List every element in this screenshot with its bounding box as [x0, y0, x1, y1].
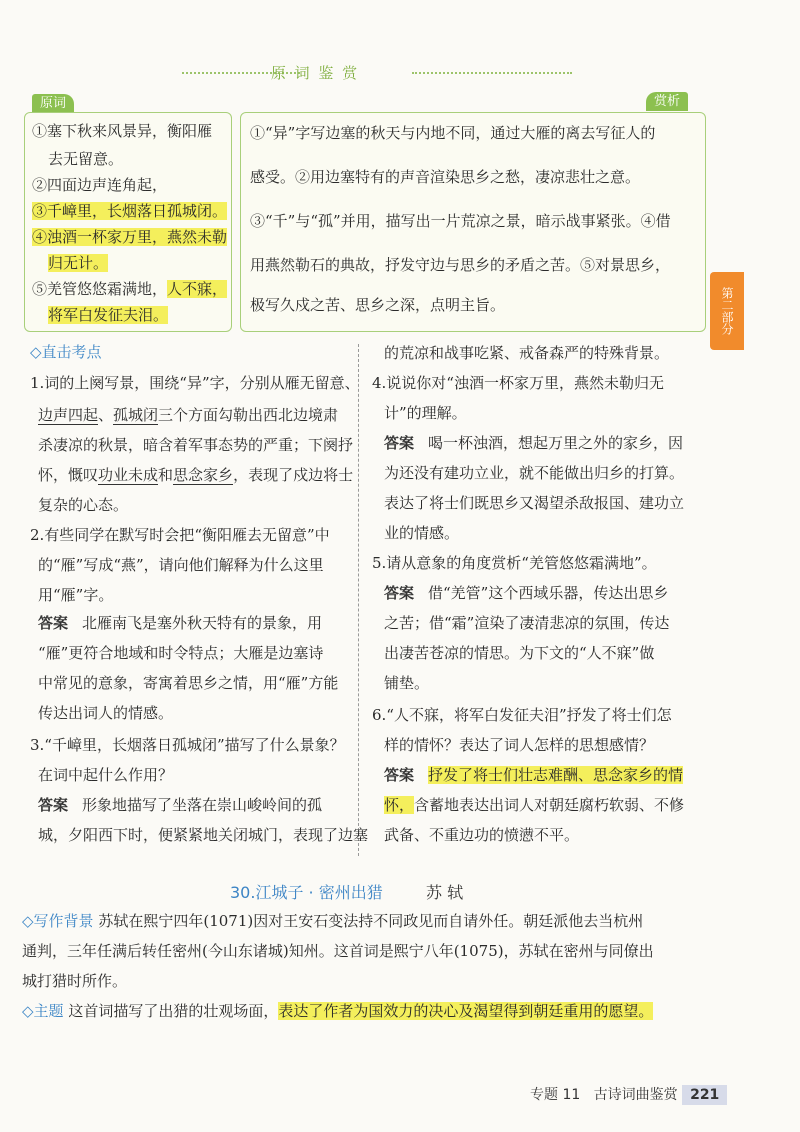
q1-l4e: ，表现了戍边将士	[233, 466, 354, 484]
diamond-icon: ◇	[22, 912, 34, 930]
original-line-6b: 人不寐，	[167, 280, 228, 298]
q2-answer-3: 中常见的意象，寄寓着思乡之情，用“雁”方能	[38, 674, 339, 692]
q6-line-1: 6.“人不寐，将军白发征夫泪”抒发了将士们怎	[372, 706, 672, 724]
q5-answer-3: 出凄苦苍凉的情思。为下文的“人不寐”做	[384, 644, 655, 662]
appreciation-line-4: 用燕然勒石的典故，抒发守边与思乡的矛盾之苦。⑤对景思乡，	[250, 256, 671, 274]
q6-a2b: 含蓄地表达出词人对朝廷腐朽软弱、不修	[414, 796, 685, 814]
answer-label: 答案	[384, 434, 415, 452]
q2-answer-1	[38, 608, 322, 638]
q1-underline-4: 思念家乡	[173, 466, 234, 484]
q3-line-1: 3.“千嶂里，长烟落日孤城闭”描写了什么景象？	[30, 736, 345, 754]
q4-line-2: 计”的理解。	[384, 404, 467, 422]
original-line-7	[48, 300, 168, 330]
background-label: 写作背景	[33, 912, 94, 930]
original-line-4-text: ③千嶂里，长烟落日孤城闭。	[32, 202, 228, 220]
original-line-1: ①塞下秋来风景异，衡阳雁	[32, 122, 213, 140]
appreciation-line-1: ①“异”字写边塞的秋天与内地不同，通过大雁的离去写征人的	[250, 124, 656, 142]
poem-author: 苏 轼	[426, 883, 464, 902]
footer-topic: 专题 11	[530, 1087, 581, 1103]
q1-underline-3: 功业未成	[98, 466, 159, 484]
original-line-2: 去无留意。	[48, 150, 124, 168]
chapter-tab[interactable]: 第二部分	[710, 272, 744, 350]
q6-answer-2	[384, 790, 684, 820]
q1-line-4	[38, 460, 353, 490]
original-line-5b-text: 归无计。	[48, 254, 109, 272]
q3-answer-1	[38, 790, 322, 820]
q1-l2-rest: 三个方面勾勒出西北边境肃	[158, 406, 339, 424]
background-line-1	[22, 906, 643, 936]
theme-text-b: 表达了作者为国效力的决心及渴望得到朝廷重用的愿望。	[278, 1002, 654, 1020]
q4-answer-4: 业的情感。	[384, 524, 460, 542]
page-number: 221	[682, 1085, 727, 1105]
q2-answer-2: “雁”更符合地域和时令特点；大雁是边塞诗	[38, 644, 324, 662]
q2-line-2: 的“雁”写成“燕”，请向他们解释为什么这里	[38, 556, 324, 574]
q2-a1: 北雁南飞是塞外秋天特有的景象，用	[82, 614, 323, 632]
q6-a1: 抒发了将士们壮志难酬、思念家乡的情	[428, 766, 684, 784]
column-divider	[358, 344, 359, 856]
q1-line-5: 复杂的心态。	[38, 496, 129, 514]
diamond-icon: ◇	[30, 343, 42, 361]
q6-answer-3: 武备、不重边功的愤懑不平。	[384, 826, 580, 844]
answer-label: 答案	[384, 766, 415, 784]
footer-section: 古诗词曲鉴赏	[593, 1087, 678, 1103]
q3-answer-3: 的荒凉和战事吃紧、戒备森严的特殊背景。	[384, 344, 670, 362]
answer-label: 答案	[384, 584, 415, 602]
q3-line-2: 在词中起什么作用？	[38, 766, 174, 784]
theme-line	[22, 996, 653, 1026]
q1-l4c: 和	[158, 466, 174, 484]
q5-answer-1	[384, 578, 668, 608]
q2-answer-4: 传达出词人的情感。	[38, 704, 174, 722]
q4-answer-1	[384, 428, 683, 458]
page-footer	[530, 1084, 727, 1104]
appreciation-line-3: ③“千”与“孤”并用，描写出一片荒凉之景，暗示战事紧张。④借	[250, 212, 671, 230]
header-dots-right	[412, 72, 572, 74]
q6-a2a: 怀，	[384, 796, 415, 814]
q6-answer-1	[384, 760, 683, 790]
appreciation-tag: 赏析	[646, 92, 688, 111]
q6-line-2: 样的情怀？表达了词人怎样的思想感情？	[384, 736, 655, 754]
q1-underline-1: 边声四起	[38, 406, 99, 424]
original-line-6a: ⑤羌管悠悠霜满地，	[32, 280, 168, 298]
q5-a1: 借“羌管”这个西域乐器，传达出思乡	[428, 584, 669, 602]
q4-answer-3: 表达了将士们既思乡又渴望杀敌报国、建功立	[384, 494, 685, 512]
theme-text-a: 这首词描写了出猎的壮观场面，	[68, 1002, 279, 1020]
exam-heading	[30, 337, 102, 367]
q1-underline-2: 孤城闭	[113, 406, 159, 424]
q5-answer-2: 之苦；借“霜”渲染了凄清悲凉的氛围，传达	[384, 614, 670, 632]
section-title: 原 词 鉴 赏	[270, 64, 360, 82]
q2-line-1: 2.有些同学在默写时会把“衡阳雁去无留意”中	[30, 526, 330, 544]
q1-sep: 、	[98, 406, 114, 424]
q5-answer-4: 铺垫。	[384, 674, 430, 692]
original-tag: 原词	[32, 94, 74, 113]
answer-label: 答案	[38, 614, 69, 632]
diamond-icon: ◇	[22, 1002, 34, 1020]
q1-line-2	[38, 400, 338, 430]
q3-answer-2: 城，夕阳西下时，便紧紧地关闭城门，表现了边塞	[38, 826, 369, 844]
original-line-7-text: 将军白发征夫泪。	[48, 306, 169, 324]
appreciation-line-2: 感受。②用边塞特有的声音渲染思乡之愁，凄凉悲壮之意。	[250, 168, 641, 186]
appreciation-line-5: 极写久戍之苦、思乡之深，点明主旨。	[250, 296, 506, 314]
background-line-2: 通判，三年任满后转任密州(今山东诸城)知州。这首词是熙宁八年(1075)，苏轼在密州与同僚出	[22, 942, 654, 960]
background-text-1: 苏轼在熙宁四年(1071)因对王安石变法持不同政见而自请外任。朝廷派他去当杭州	[98, 912, 644, 930]
q4-answer-2: 为还没有建功立业，就不能做出归乡的打算。	[384, 464, 685, 482]
original-line-3: ②四面边声连角起，	[32, 176, 168, 194]
q1-l4a: 怀，慨叹	[38, 466, 99, 484]
answer-label: 答案	[38, 796, 69, 814]
q3-a1: 形象地描写了坐落在崇山峻岭间的孤	[82, 796, 323, 814]
poem-title: 30.江城子 · 密州出猎	[230, 883, 383, 902]
q1-line-1: 1.词的上阕写景，围绕“异”字，分别从雁无留意、	[30, 374, 360, 392]
q5-line-1: 5.请从意象的角度赏析“羌管悠悠霜满地”。	[372, 554, 657, 572]
q1-line-3: 杀凄凉的秋景，暗含着军事态势的严重；下阕抒	[38, 436, 354, 454]
background-line-3: 城打猎时所作。	[22, 972, 128, 990]
q4-a1: 喝一杯浊酒，想起万里之外的家乡，因	[428, 434, 684, 452]
exam-label: 直击考点	[41, 343, 102, 361]
theme-label: 主题	[33, 1002, 64, 1020]
q2-line-3: 用“雁”字。	[38, 586, 114, 604]
original-line-5a-text: ④浊酒一杯家万里，燕然未勒	[32, 228, 228, 246]
q4-line-1: 4.说说你对“浊酒一杯家万里，燕然未勒归无	[372, 374, 664, 392]
